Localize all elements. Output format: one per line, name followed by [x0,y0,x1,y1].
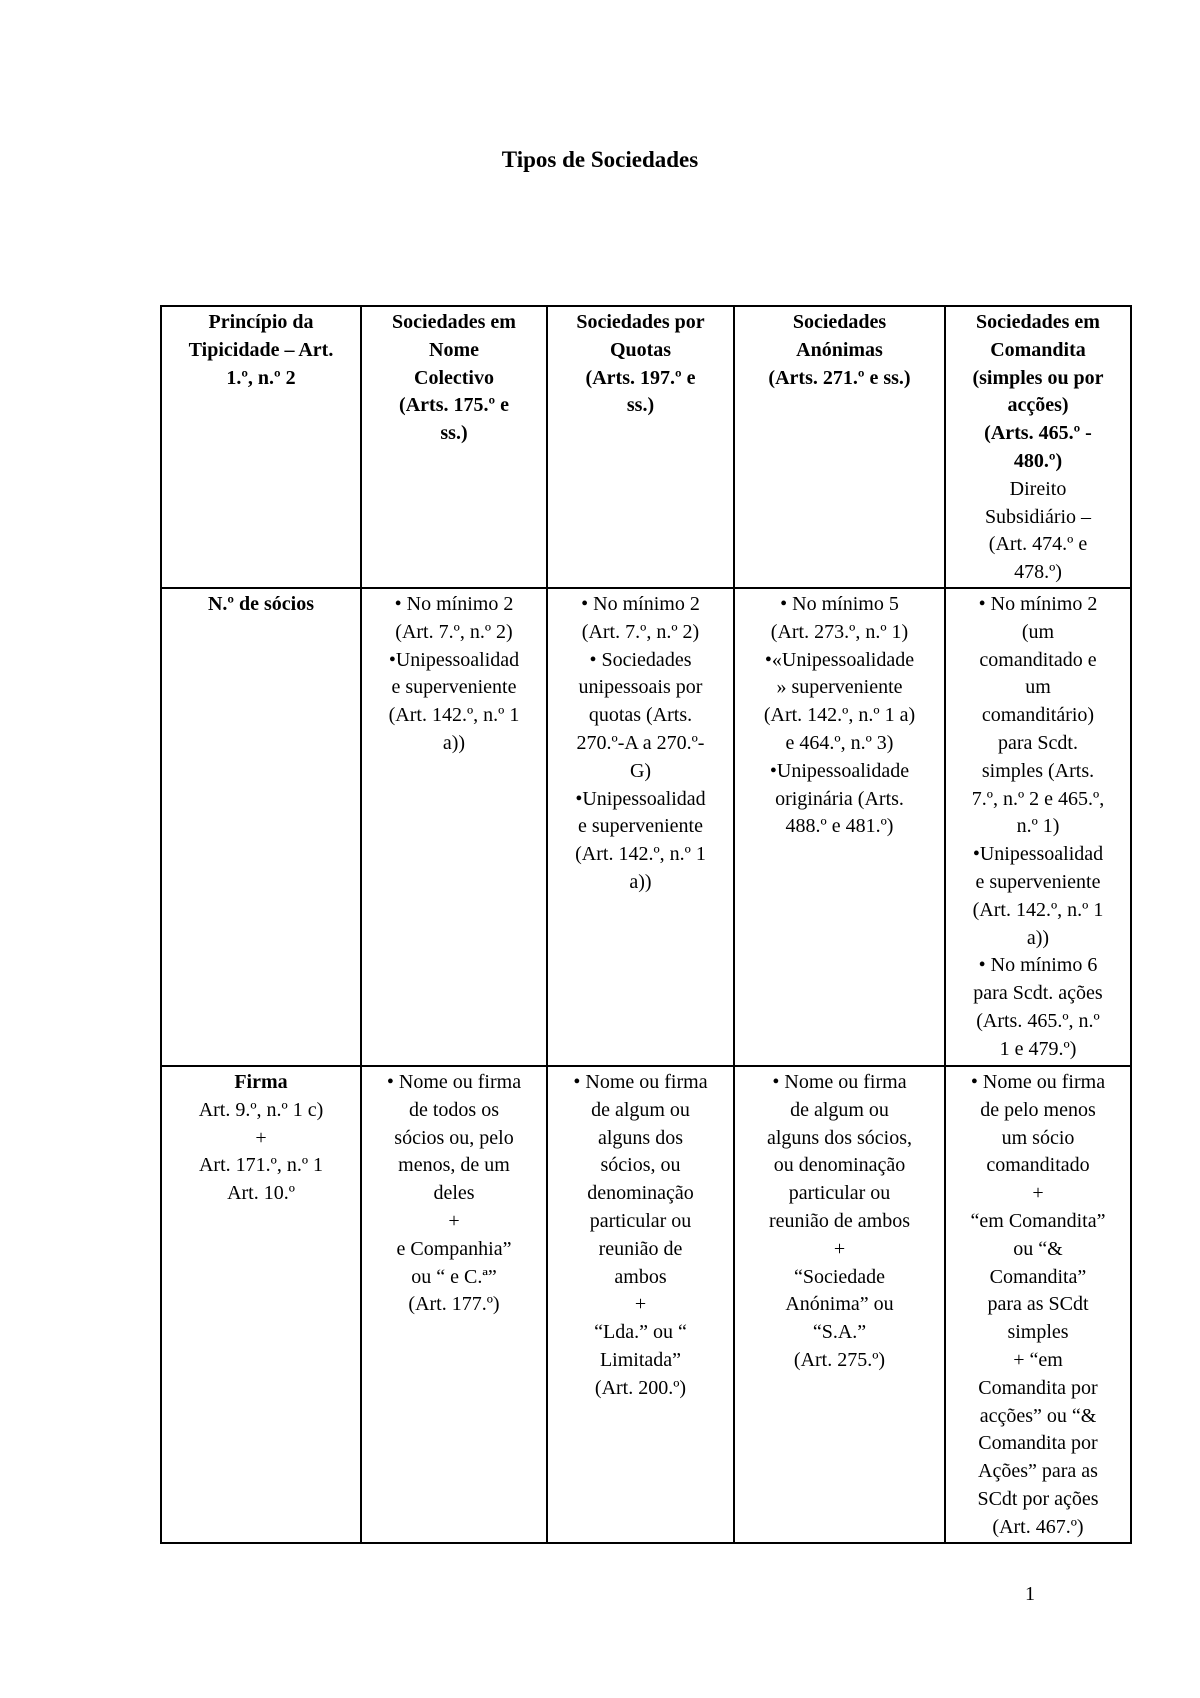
cell-line: 270.º-A a 270.º- [576,731,705,754]
cell-line: • No mínimo 6 [978,954,1098,977]
cell-line: • Nome ou firma [573,1071,708,1093]
header-cell [547,306,734,588]
cell-line: de algum ou [591,1098,690,1121]
cell-line: ss.) [440,422,468,445]
cell-line: (Arts. 271.º e ss.) [768,366,911,389]
cell-line: Ações” para as [978,1460,1098,1483]
cell-line: •Unipessoalidad [388,648,520,671]
cell-line: de algum ou [790,1098,889,1121]
table-cell [734,1066,945,1543]
cell-line: Subsidiário – [984,505,1092,528]
cell-line: •Unipessoalidad [972,843,1104,866]
header-cell [945,306,1131,588]
cell-line: um [1025,676,1051,699]
cell-line: alguns dos sócios, [767,1126,912,1149]
cell-line: e 464.º, n.º 3) [785,731,894,754]
page-number: 1 [1025,1583,1035,1605]
cell-line: SCdt por ações [977,1487,1099,1510]
cell-line: 480.º) [1013,449,1063,472]
cell-line: sócios, ou [600,1154,681,1177]
table-cell [945,1066,1131,1543]
cell-line: simples (Arts. [981,759,1095,782]
table-cell [361,588,547,1066]
cell-line: • No mínimo 2 [581,593,700,615]
cell-line: reunião de ambos [768,1209,911,1232]
cell-line: particular ou [788,1182,891,1205]
table-cell [161,1066,361,1543]
cell-line: (um [1021,620,1055,643]
header-cell [161,306,361,588]
cell-line: (Arts. 465.º - [984,422,1092,445]
cell-line: ou denominação [773,1154,906,1177]
cell-line: Sociedades em [976,311,1100,333]
cell-line: • Nome ou firma [772,1071,907,1093]
cell-line: Anónimas [796,338,883,361]
cell-line: (Arts. 197.º e [585,366,696,389]
table-cell [547,1066,734,1543]
header-cell [734,306,945,588]
cell-line: 7.º, n.º 2 e 465.º, [971,787,1105,810]
table-row-firma [161,1066,1131,1543]
cell-line: Quotas [609,338,672,361]
cell-line: Princípio da [208,311,314,333]
cell-line: Direito [1009,477,1067,500]
cell-line: + [833,1237,846,1260]
cell-line: para as SCdt [987,1293,1089,1316]
cell-line: + [634,1293,647,1316]
cell-line: N.º de sócios [207,593,315,615]
cell-line: 488.º e 481.º) [785,815,894,838]
cell-line: ou “ e C.ª” [411,1265,497,1288]
cell-line: (Art. 200.º) [594,1376,687,1399]
cell-line: Comandita por [978,1432,1098,1455]
cell-line: alguns dos [598,1126,683,1149]
cell-line: Art. 10.º [227,1182,295,1205]
cell-line: particular ou [589,1209,692,1232]
table-header-row [161,306,1131,588]
cell-line: (Art. 142.º, n.º 1 [972,898,1104,921]
table-cell [361,1066,547,1543]
cell-line: a)) [1026,926,1050,949]
cell-line: quotas (Arts. [588,704,693,727]
cell-line: originária (Arts. [775,787,904,810]
cell-line: (Arts. 465.º, n.º [976,1009,1100,1032]
cell-line: “Lda.” ou “ [594,1321,687,1344]
cell-line: + [255,1126,267,1149]
cell-line: (Art. 142.º, n.º 1 [575,843,706,866]
cell-line: sócios ou, pelo [394,1126,514,1149]
cell-line: » superveniente [776,676,903,699]
cell-line: e superveniente [391,676,517,699]
table-row-socios [161,588,1131,1066]
cell-line: a)) [442,731,466,754]
cell-line: 1 e 479.º) [999,1037,1077,1060]
cell-line: comanditado [986,1154,1090,1177]
cell-line: ou “& [1013,1237,1063,1260]
cell-line: menos, de um [398,1154,510,1177]
cell-line: 478.º) [1014,561,1062,584]
cell-line: • Nome ou firma [386,1071,522,1093]
cell-line: ambos [614,1265,667,1288]
cell-line: + [1032,1182,1044,1205]
cell-line: Sociedades por [576,311,705,333]
table-cell [734,588,945,1066]
cell-line: 1.º, n.º 2 [226,366,296,389]
cell-line: “em Comandita” [970,1209,1106,1232]
cell-line: e Companhia” [396,1237,512,1260]
page-title: Tipos de Sociedades [501,147,699,172]
cell-line: comanditário) [981,704,1095,727]
cell-line: Comandita [990,338,1086,361]
cell-line: a)) [629,870,652,893]
cell-line: Art. 171.º, n.º 1 [198,1154,324,1177]
cell-line: (Art. 7.º, n.º 2) [581,620,700,643]
cell-line: acções) [1007,394,1069,417]
cell-line: (Arts. 175.º e [399,394,509,417]
cell-line: “Sociedade [793,1265,886,1288]
cell-line: simples [1007,1321,1069,1344]
table-cell [945,588,1131,1066]
table-cell [547,588,734,1066]
cell-line: (Art. 273.º, n.º 1) [770,620,909,643]
cell-line: Colectivo [414,366,494,389]
header-cell [361,306,547,588]
cell-line: (Art. 7.º, n.º 2) [395,620,513,643]
cell-line: (Art. 275.º) [793,1348,886,1371]
cell-line: Anónima” ou [785,1293,894,1316]
cell-line: + [448,1209,460,1232]
cell-line: Comandita por [978,1376,1098,1399]
cell-line: + “em [1013,1348,1063,1371]
cell-line: (Art. 142.º, n.º 1 a) [763,704,916,727]
cell-line: (simples ou por [972,366,1104,389]
cell-line: • Nome ou firma [970,1071,1106,1093]
table-cell [161,588,361,1066]
cell-line: •Unipessoalidad [575,787,706,810]
cell-line: ss.) [626,394,655,417]
cell-line: (Art. 467.º) [992,1515,1084,1538]
cell-line: reunião de [598,1237,683,1260]
cell-line: e superveniente [975,870,1101,893]
cell-line: Comandita” [989,1265,1087,1288]
cell-line: Limitada” [599,1348,682,1371]
cell-line: Sociedades [792,311,887,333]
cell-line: Art. 9.º, n.º 1 c) [198,1098,324,1121]
cell-line: de pelo menos [980,1098,1096,1121]
cell-line: acções” ou “& [979,1404,1097,1427]
cell-line: de todos os [409,1098,499,1121]
cell-line: G) [629,759,652,782]
cell-line: deles [433,1182,475,1205]
cell-line: “S.A.” [812,1321,867,1344]
cell-line: Nome [429,338,479,361]
cell-line: •«Unipessoalidade [764,648,915,671]
cell-line: Sociedades em [392,311,516,333]
cell-line: • No mínimo 5 [780,593,899,615]
cell-line: (Art. 177.º) [408,1293,500,1316]
cell-line: •Unipessoalidade [769,759,910,782]
cell-line: um sócio [1001,1126,1075,1149]
cell-line: para Scdt. ações [973,982,1103,1005]
cell-line: para Scdt. [998,731,1078,754]
cell-line: • No mínimo 2 [978,593,1098,615]
cell-line: Firma [234,1071,288,1093]
cell-line: n.º 1) [1016,815,1060,838]
cell-line: (Art. 142.º, n.º 1 [388,704,520,727]
cell-line: denominação [587,1182,694,1205]
cell-line: unipessoais por [578,676,703,699]
cell-line: comanditado e [979,648,1097,671]
cell-line: (Art. 474.º e [988,533,1088,556]
cell-line: • No mínimo 2 [394,593,514,615]
cell-line: • Sociedades [589,648,692,671]
cell-line: e superveniente [578,815,703,838]
cell-line: Tipicidade – Art. [188,338,334,361]
company-types-table [160,305,1132,1544]
